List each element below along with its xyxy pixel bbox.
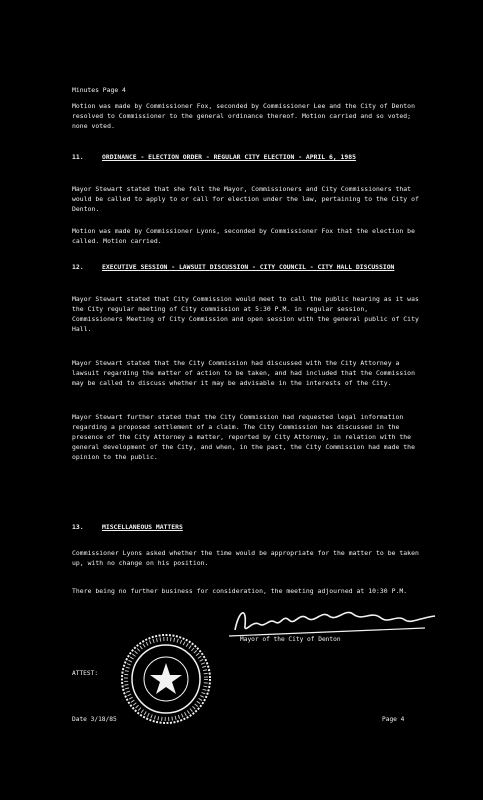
section-13-heading	[72, 522, 422, 532]
section-11-heading	[72, 152, 422, 162]
paragraph-adjourn: There being no further business for consideration, the meeting adjourned at 10:30 P.M.	[72, 587, 408, 595]
paragraph-election: Mayor Stewart stated that she felt the Mayor, Commissioners and City Commissioners that would be called to apply to or call for election under the law, pertaining to the City of Denton.	[72, 185, 419, 213]
paragraph-settlement: Mayor Stewart further stated that the City Commission had requested legal information regarding a proposed settlement of a claim. The City Commission has discussed in the presence of the City Attorney a matter, reported by City Attorney, in relation with the general development of the City, and when, in the past, the City Commission had made the opinion to the public.	[72, 413, 415, 461]
page-header: Minutes Page 4	[72, 86, 126, 94]
paragraph-lawsuit: Mayor Stewart stated that the City Commission had discussed with the City Attorney a lawsuit regarding the matter of action to be taken, and had included that the Commission may be called to discuss whether it may be advisable in the interests of the City.	[72, 359, 415, 387]
date-line: Date 3/18/85	[72, 716, 117, 723]
paragraph-session: Mayor Stewart stated that City Commission would meet to call the public hearing as it was the City regular meeting of City commission at 5:30 P.M. in regular session, Commissioners Meeting of City Commission and open session with the general public of City Hall.	[72, 295, 419, 333]
section-number: 12.	[72, 263, 84, 271]
paragraph-intro: Motion was made by Commissioner Fox, seconded by Commissioner Lee and the City of Denton resolved to Commissioner to the general ordinance thereof. Motion carried and so voted; none voted.	[72, 102, 415, 130]
page-number: Page 4	[382, 716, 405, 723]
section-number: 11.	[72, 153, 84, 161]
section-title: ORDINANCE - ELECTION ORDER - REGULAR CITY ELECTION - APRIL 6, 1985	[102, 153, 356, 161]
attest-label: ATTEST:	[72, 670, 99, 677]
paragraph-misc: Commissioner Lyons asked whether the time would be appropriate for the matter to be taken up, with no change on his position.	[72, 549, 419, 567]
paragraph-motion: Motion was made by Commissioner Lyons, seconded by Commissioner Fox that the election be called. Motion carried.	[72, 227, 415, 245]
city-seal	[120, 633, 212, 725]
handwritten-signature	[225, 600, 445, 640]
section-12-heading	[72, 262, 422, 272]
signature-caption: Mayor of the City of Denton	[240, 636, 341, 643]
section-title: EXECUTIVE SESSION - LAWSUIT DISCUSSION - CITY COUNCIL - CITY HALL DISCUSSION	[102, 263, 395, 271]
section-title: MISCELLANEOUS MATTERS	[102, 523, 183, 531]
section-number: 13.	[72, 523, 84, 531]
